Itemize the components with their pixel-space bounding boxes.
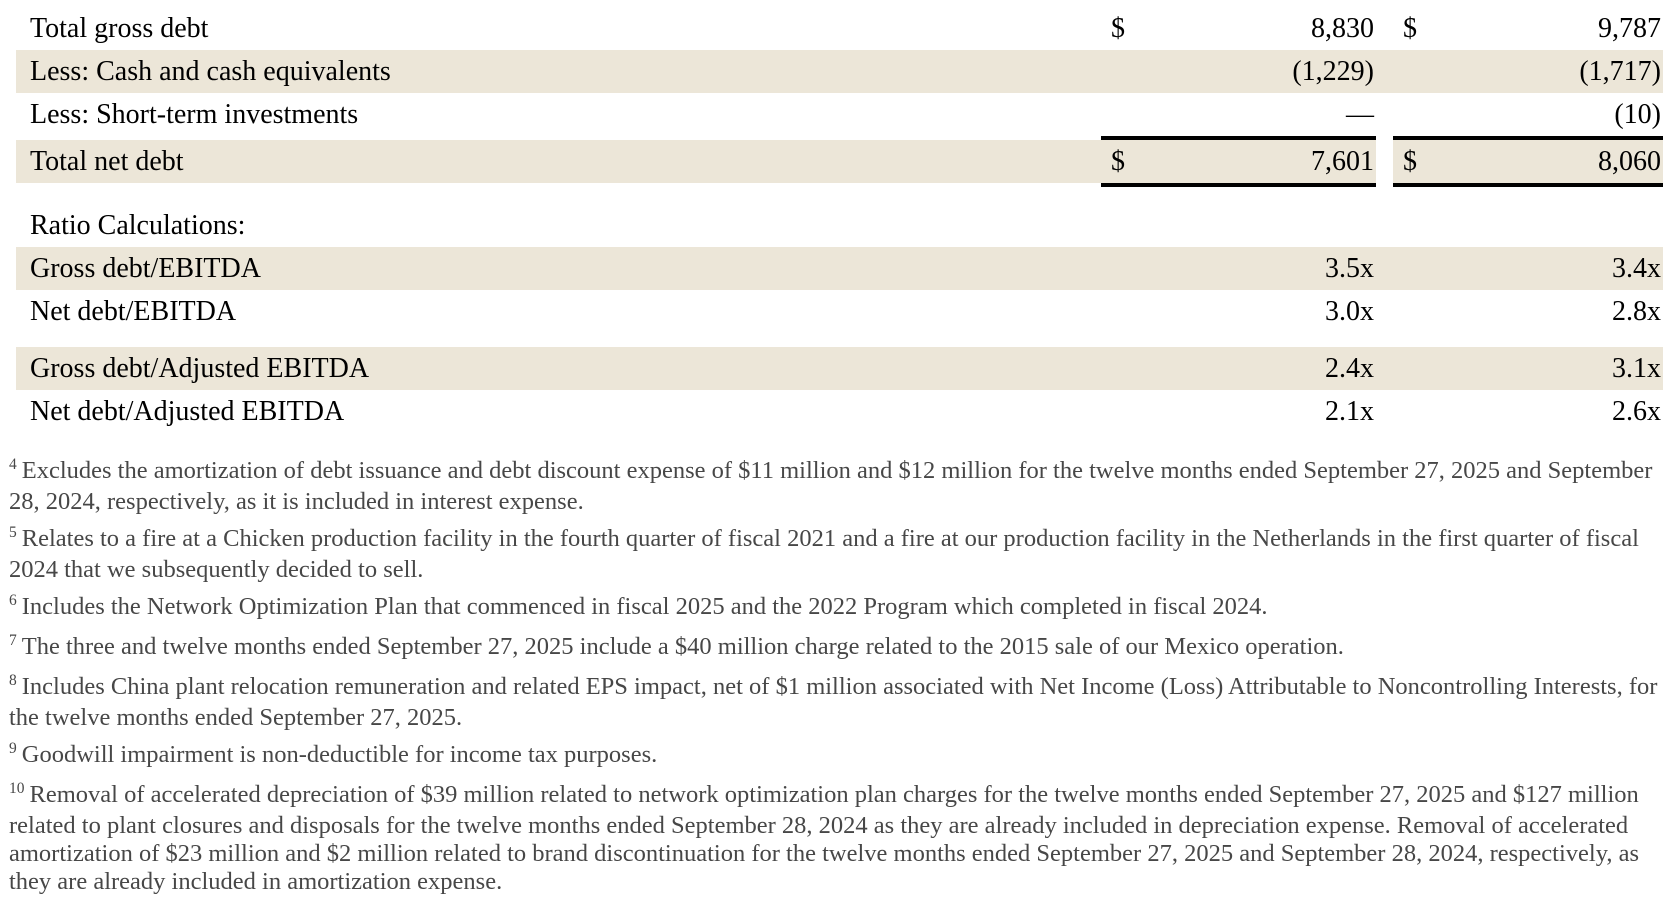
row-label: Total gross debt — [30, 13, 209, 44]
row-label: Net debt/Adjusted EBITDA — [30, 396, 345, 427]
section-gap — [0, 187, 1676, 204]
table-row — [16, 347, 1663, 390]
footnotes — [9, 457, 1662, 896]
value: (10) — [1614, 99, 1661, 130]
debt-table — [0, 7, 1676, 187]
value-cell — [1393, 50, 1663, 93]
value-cell — [1393, 390, 1663, 433]
value: 2.8x — [1612, 296, 1661, 327]
value-cell — [1393, 290, 1663, 333]
value: 8,060 — [1598, 146, 1661, 177]
footnote-number: 5 — [9, 524, 17, 541]
value: 8,830 — [1311, 13, 1374, 44]
value: 2.1x — [1325, 396, 1374, 427]
currency-symbol: $ — [1111, 146, 1125, 177]
value-cell — [1101, 7, 1376, 50]
footnote-text: Goodwill impairment is non-deductible for income tax purposes. — [21, 741, 658, 768]
value-cell — [1101, 347, 1376, 390]
column-gap — [1376, 247, 1393, 290]
value-cell — [1393, 347, 1663, 390]
table-row — [16, 247, 1663, 290]
value: 7,601 — [1311, 146, 1374, 177]
footnote-number: 6 — [9, 592, 17, 609]
column-gap — [1376, 93, 1393, 136]
footnote-number: 10 — [9, 780, 25, 797]
column-gap — [1376, 7, 1393, 50]
table-row — [16, 390, 1663, 433]
table-row — [16, 7, 1663, 50]
footnote — [9, 457, 1662, 516]
value: — — [1346, 99, 1374, 130]
footnote-text: Excludes the amortization of debt issuance and debt discount expense of $11 million and $12 million for the twelve months ended September 27, 2025 and September 28, 2024, respectively, as it is included in interest expense. — [9, 457, 1653, 515]
footnote-number: 7 — [9, 632, 17, 649]
footnote-text: Removal of accelerated depreciation of $39 million related to network optimization plan charges for the twelve months ended September 27, 2025 and $127 million related to plant closures and disposals for the twelve months ended September 28, 2024 as they are already included in depreciation expense. Removal of accelerated amortization of $23 million and $2 million related to brand discontinuation for the twelve months ended September 27, 2025 and September 28, 2024, respectively, as they are already included in amortization expense. — [9, 781, 1640, 895]
row-spacer — [0, 333, 1676, 347]
value-cell — [1101, 50, 1376, 93]
value: 3.5x — [1325, 253, 1374, 284]
value: (1,229) — [1292, 56, 1374, 87]
value-cell — [1101, 247, 1376, 290]
footnote-text: Includes China plant relocation remuneration and related EPS impact, net of $1 million associated with Net Income (Loss) Attributable to Noncontrolling Interests, for the twelve months ended September 27, 2025. — [9, 673, 1658, 731]
value: 9,787 — [1598, 13, 1661, 44]
footnote — [9, 593, 1662, 624]
value: 3.0x — [1325, 296, 1374, 327]
value-cell — [1101, 136, 1376, 187]
footnote — [9, 673, 1662, 732]
footnote — [9, 525, 1662, 584]
value: 3.4x — [1612, 253, 1661, 284]
value: 2.6x — [1612, 396, 1661, 427]
column-gap — [1376, 136, 1393, 187]
value-cell — [1393, 7, 1663, 50]
table-row-total — [16, 136, 1663, 187]
value: 3.1x — [1612, 353, 1661, 384]
currency-symbol: $ — [1403, 146, 1417, 177]
row-label: Net debt/EBITDA — [30, 296, 237, 327]
row-label: Less: Cash and cash equivalents — [30, 56, 391, 87]
row-label: Gross debt/Adjusted EBITDA — [30, 353, 370, 384]
value-cell — [1393, 93, 1663, 136]
column-gap — [1376, 290, 1393, 333]
footnote-number: 9 — [9, 740, 17, 757]
table-row — [16, 93, 1663, 136]
table-row — [16, 50, 1663, 93]
ratio-table — [0, 204, 1676, 433]
value: 2.4x — [1325, 353, 1374, 384]
footnote-number: 8 — [9, 672, 17, 689]
value: (1,717) — [1579, 56, 1661, 87]
value-cell — [1101, 290, 1376, 333]
value-cell — [1101, 390, 1376, 433]
footnote-text: The three and twelve months ended September 27, 2025 include a $40 million charge related to the 2015 sale of our Mexico operation. — [21, 633, 1344, 660]
value-cell — [1101, 93, 1376, 136]
row-label: Total net debt — [16, 140, 1101, 183]
section-heading: Ratio Calculations: — [30, 210, 246, 241]
column-gap — [1376, 390, 1393, 433]
currency-symbol: $ — [1403, 13, 1417, 44]
footnote — [9, 741, 1662, 772]
footnote — [9, 781, 1662, 896]
table-row — [16, 290, 1663, 333]
value-cell — [1393, 247, 1663, 290]
column-gap — [1376, 347, 1393, 390]
footnote-text: Includes the Network Optimization Plan that commenced in fiscal 2025 and the 2022 Program which completed in fiscal 2024. — [21, 593, 1268, 620]
footnote-text: Relates to a fire at a Chicken production facility in the fourth quarter of fiscal 2021 and a fire at our production facility in the Netherlands in the first quarter of fiscal 2024 that we subsequently decided to sell. — [9, 525, 1639, 583]
row-label: Less: Short-term investments — [30, 99, 359, 130]
row-label: Gross debt/EBITDA — [30, 253, 261, 284]
ratio-section-header-row — [16, 204, 1663, 247]
column-gap — [1376, 50, 1393, 93]
footnote-number: 4 — [9, 456, 17, 473]
currency-symbol: $ — [1111, 13, 1125, 44]
value-cell — [1393, 136, 1663, 187]
footnote — [9, 633, 1662, 664]
